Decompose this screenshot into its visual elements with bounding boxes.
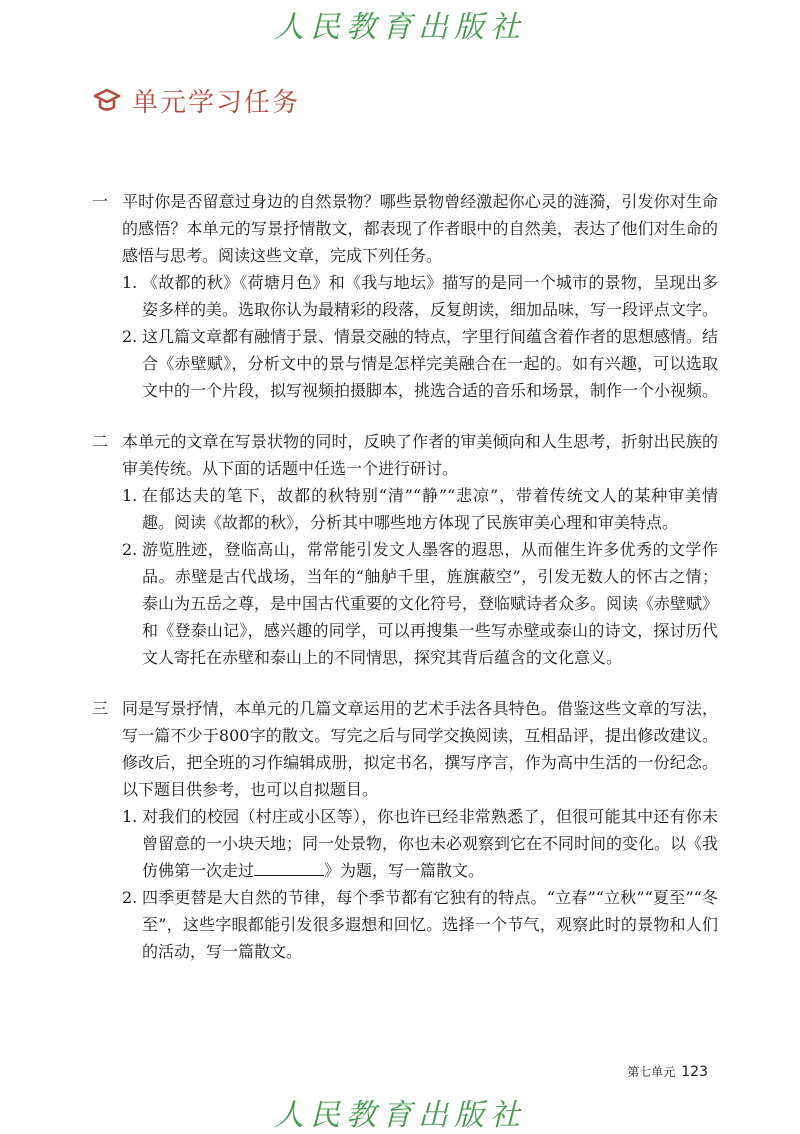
page-number: 123 xyxy=(681,1064,708,1080)
task-2 xyxy=(0,428,800,671)
task-1-item-2 xyxy=(122,323,718,404)
task-2-item-2 xyxy=(122,536,718,671)
task-intro: 平时你是否留意过身边的自然景物？哪些景物曾经激起你心灵的涟漪，引发你对生命的感悟？本单元的写景抒情散文，都表现了作者眼中的自然美，表达了他们对生命的感悟与思考。阅读这些文章，完成下列任务。 xyxy=(122,192,718,265)
item-number: 1. xyxy=(122,273,138,292)
item-number: 2. xyxy=(122,888,138,907)
item-text: 游览胜迹，登临高山，常常能引发文人墨客的遐思，从而催生许多优秀的文学作品。赤壁是古代战场，当年的“舳舻千里，旌旗蔽空”，引发无数人的怀古之情；泰山为五岳之尊，是中国古代重要的文化符号，登临赋诗者众多。阅读《赤壁赋》和《登泰山记》，感兴趣的同学，可以再搜集一些写赤壁或泰山的诗文，探讨历代文人寄托在赤壁和泰山上的不同情思，探究其背后蕴含的文化意义。 xyxy=(142,540,719,667)
task-intro: 同是写景抒情，本单元的几篇文章运用的艺术手法各具特色。借鉴这些文章的写法，写一篇不少于800字的散文。写完之后与同学交换阅读，互相品评，提出修改建议。修改后，把全班的习作编辑成册，拟定书名，撰写序言，作为高中生活的一份纪念。以下题目供参考，也可以自拟题目。 xyxy=(122,699,718,799)
item-number: 1. xyxy=(122,486,138,505)
page-footer xyxy=(627,1063,708,1080)
section-title: 单元学习任务 xyxy=(132,87,301,118)
item-number: 1. xyxy=(122,807,138,826)
task-list xyxy=(0,188,800,989)
publisher-logo-bottom: 人民教育出版社 xyxy=(274,1098,526,1133)
item-text: 这几篇文章都有融情于景、情景交融的特点，字里行间蕴含着作者的思想感情。结合《赤壁赋》，分析文中的景与情是怎样完美融合在一起的。如有兴趣，可以选取文中的一个片段，拟写视频拍摄脚本，挑选合适的音乐和场景，制作一个小视频。 xyxy=(142,327,719,400)
item-text-after-blank: 》为题，写一篇散文。 xyxy=(324,861,485,880)
section-header xyxy=(92,80,300,120)
task-number: 三 xyxy=(92,699,109,718)
item-number: 2. xyxy=(122,327,138,346)
task-1 xyxy=(0,188,800,404)
fill-in-blank xyxy=(254,861,324,876)
task-3 xyxy=(0,695,800,965)
item-text: 在郁达夫的笔下，故都的秋特别“清”“静”“悲凉”，带着传统文人的某种审美情趣。阅读《故都的秋》，分析其中哪些地方体现了民族审美心理和审美特点。 xyxy=(142,486,718,532)
task-number: 一 xyxy=(92,192,109,211)
unit-label: 第七单元 xyxy=(627,1065,676,1079)
task-number: 二 xyxy=(92,432,109,451)
item-text-before-blank: 对我们的校园（村庄或小区等），你也许已经非常熟悉了，但很可能其中还有你未曾留意的一小块天地；同一处景物，你也未必观察到它在不同时间的变化。以《我仿佛第一次走过 xyxy=(142,807,719,880)
task-1-item-1 xyxy=(122,269,718,323)
item-text xyxy=(142,803,718,884)
item-text: 四季更替是大自然的节律，每个季节都有它独有的特点。“立春”“立秋”“夏至”“冬至”，这些字眼都能引发很多遐想和回忆。选择一个节气，观察此时的景物和人们的活动，写一篇散文。 xyxy=(142,888,718,961)
task-2-item-1 xyxy=(122,482,718,536)
task-3-item-2 xyxy=(122,884,718,965)
task-intro: 本单元的文章在写景状物的同时，反映了作者的审美倾向和人生思考，折射出民族的审美传统。从下面的话题中任选一个进行研讨。 xyxy=(122,432,718,478)
item-text: 《故都的秋》《荷塘月色》和《我与地坛》描写的是同一个城市的景物，呈现出多姿多样的美。选取你认为最精彩的段落，反复朗读，细加品味，写一段评点文字。 xyxy=(142,273,719,319)
task-3-item-1 xyxy=(122,803,718,884)
graduation-cap-icon xyxy=(92,85,122,115)
item-number: 2. xyxy=(122,540,138,559)
publisher-logo-top: 人民教育出版社 xyxy=(274,10,526,45)
